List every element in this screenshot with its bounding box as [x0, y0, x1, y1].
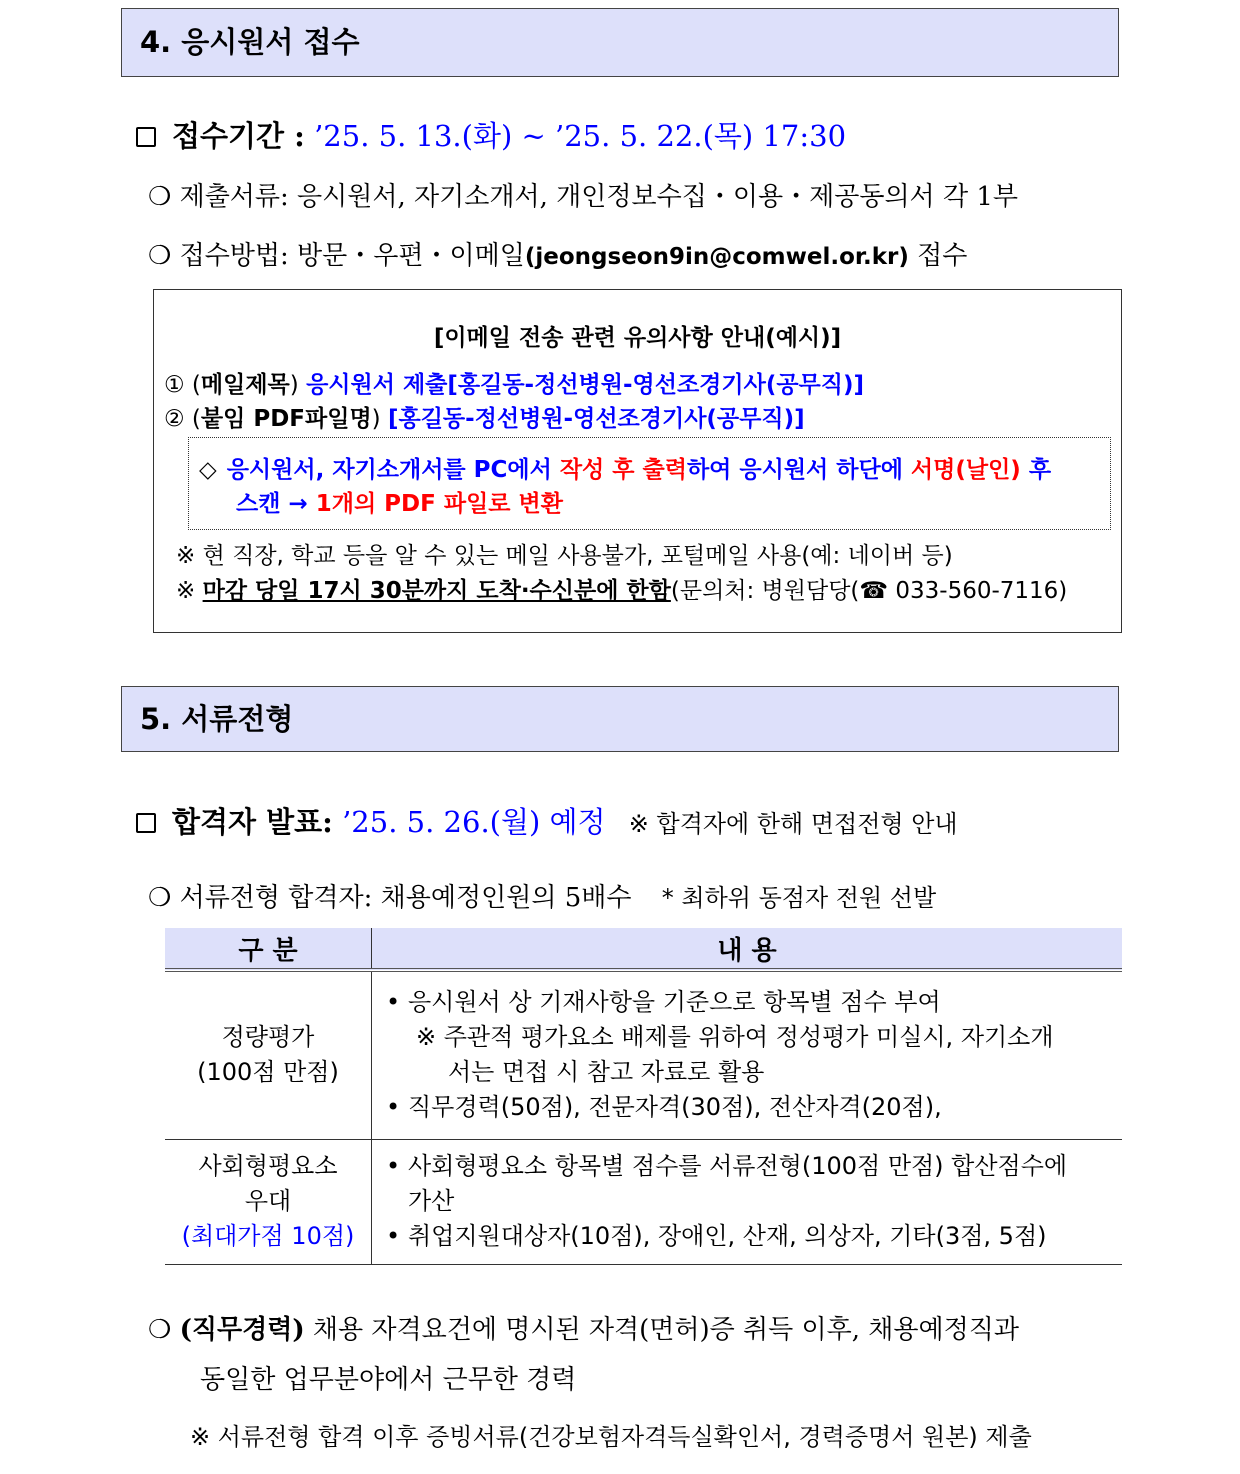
announce-label: 합격자 발표: — [172, 805, 333, 839]
item1-prefix: ① ( — [164, 372, 201, 398]
row2-cat-line2: 우대 — [244, 1187, 292, 1215]
notice-title: [이메일 전송 관련 유의사항 안내(예시)] — [433, 325, 842, 351]
career-definition-line2: 동일한 업무분야에서 근무한 경력 — [200, 1365, 577, 1395]
instr-part3: 하여 응시원서 하단에 — [686, 457, 911, 483]
pass-line: ❍ 서류전형 합격자: 채용예정인원의 5배수 — [148, 883, 632, 913]
row1-note-line2: 서는 면접 시 참고 자료로 활용 — [448, 1058, 765, 1087]
note2-mark: ※ — [176, 578, 196, 604]
row1-cat-line1: 정량평가 — [221, 1023, 315, 1052]
list-item — [386, 985, 1122, 1020]
submission-method — [148, 235, 967, 272]
column-header-category: 구 분 — [165, 928, 372, 970]
item2-prefix: ② ( — [164, 406, 201, 432]
pdf-instruction-line1 — [199, 451, 1051, 484]
submission-docs: ❍ 제출서류: 응시원서, 자기소개서, 개인정보수집・이용・제공동의서 각 1부 — [148, 182, 1018, 212]
row-category — [165, 970, 372, 1139]
pass-note: * 최하위 동점자 전원 선발 — [661, 884, 937, 912]
section-4-heading — [121, 8, 1119, 77]
instr-part5: 후 — [1020, 457, 1052, 483]
career-label: (직무경력) — [179, 1315, 305, 1345]
notice-item-pdf-name — [164, 400, 805, 433]
document-pass-line — [148, 877, 936, 914]
method-prefix: ❍ 접수방법: 방문・우편・이메일 — [148, 241, 525, 271]
section-5-title: 5. 서류전형 — [140, 702, 294, 736]
list-item — [386, 1149, 1122, 1184]
row1-bullet2: 직무경력(50점), 전문자격(30점), 전산자격(20점), — [408, 1093, 942, 1122]
instr-part2: 작성 후 출력 — [559, 457, 687, 483]
list-item — [386, 1219, 1122, 1254]
career-mark: ❍ — [148, 1315, 172, 1345]
announcement-line — [136, 800, 958, 841]
item2-value: [홍길동-정선병원-영선조경기사(공무직)] — [387, 406, 805, 432]
row-content — [372, 970, 1123, 1139]
row-category — [165, 1139, 372, 1264]
career-definition-line1 — [148, 1309, 1019, 1346]
row2-cat-line3: (최대가점 10점) — [181, 1222, 355, 1250]
row1-bullet1: 응시원서 상 기재사항을 기준으로 항목별 점수 부여 — [408, 988, 941, 1017]
career-text1: 채용 자격요건에 명시된 자격(면허)증 취득 이후, 채용예정직과 — [312, 1315, 1019, 1345]
item1-close: ) — [289, 372, 299, 398]
square-bullet-icon — [136, 127, 156, 147]
diamond-icon: ◇ — [199, 457, 217, 483]
instr-part4: 서명(날인) — [910, 457, 1021, 483]
row2-bullet1: 사회형평요소 항목별 점수를 서류전형(100점 만점) 합산점수에 — [408, 1152, 1068, 1180]
row1-note-line1: ※ 주관적 평가요소 배제를 위하여 정성평가 미실시, 자기소개 — [416, 1023, 1054, 1052]
instr-part6: 스캔 → — [236, 491, 316, 517]
row2-bullet1-cont: 가산 — [408, 1187, 455, 1215]
notice-note-1: ※ 현 직장, 학교 등을 알 수 있는 메일 사용불가, 포털메일 사용(예: 네이버 등) — [176, 543, 953, 569]
table-row — [165, 1139, 1122, 1264]
bullet-icon: • — [386, 1093, 401, 1122]
bullet-icon: • — [386, 1152, 401, 1180]
item1-label: 메일제목 — [200, 372, 290, 398]
bullet-icon: • — [386, 988, 401, 1017]
method-suffix: 접수 — [917, 241, 968, 271]
reception-period — [136, 114, 846, 155]
announce-note: ※ 합격자에 한해 면접전형 안내 — [628, 810, 958, 838]
section-5-heading — [121, 686, 1119, 752]
list-item — [386, 1090, 1122, 1125]
note2-deadline: 마감 당일 17시 30분까지 도착·수신분에 한함 — [202, 578, 671, 604]
period-label: 접수기간 : — [172, 119, 305, 153]
column-header-content: 내 용 — [372, 928, 1123, 970]
item2-label: 붙임 PDF파일명 — [200, 406, 372, 432]
notice-item-mail-subject — [164, 366, 864, 399]
screening-criteria-table — [165, 928, 1122, 1265]
row1-cat-line2: (100점 만점) — [197, 1058, 339, 1087]
table-header-row — [165, 928, 1122, 970]
method-email: (jeongseon9in@comwel.or.kr) — [524, 244, 909, 270]
row2-cat-line1: 사회형평요소 — [198, 1152, 338, 1180]
instr-part7: 1개의 PDF 파일로 변환 — [315, 491, 563, 517]
pdf-instruction-line2 — [236, 485, 563, 518]
bullet-icon: • — [386, 1222, 401, 1250]
table-row — [165, 970, 1122, 1139]
item2-close: ) — [371, 406, 381, 432]
section-4-title: 4. 응시원서 접수 — [140, 25, 360, 59]
note2-contact: (문의처: 병원담당(☎ 033-560-7116) — [670, 578, 1068, 604]
square-bullet-icon — [136, 813, 156, 833]
row-content — [372, 1139, 1123, 1264]
instr-part1: 응시원서, 자기소개서를 PC에서 — [226, 457, 560, 483]
career-proof-note: ※ 서류전형 합격 이후 증빙서류(건강보험자격득실확인서, 경력증명서 원본) 제출 — [190, 1423, 1032, 1451]
period-value: ’25. 5. 13.(화) ~ ’25. 5. 22.(목) 17:30 — [314, 119, 847, 153]
notice-note-2 — [176, 572, 1067, 605]
announce-value: ’25. 5. 26.(월) 예정 — [342, 805, 606, 839]
row2-bullet2: 취업지원대상자(10점), 장애인, 산재, 의상자, 기타(3점, 5점) — [408, 1222, 1047, 1250]
item1-value: 응시원서 제출[홍길동-정선병원-영선조경기사(공무직)] — [306, 372, 865, 398]
